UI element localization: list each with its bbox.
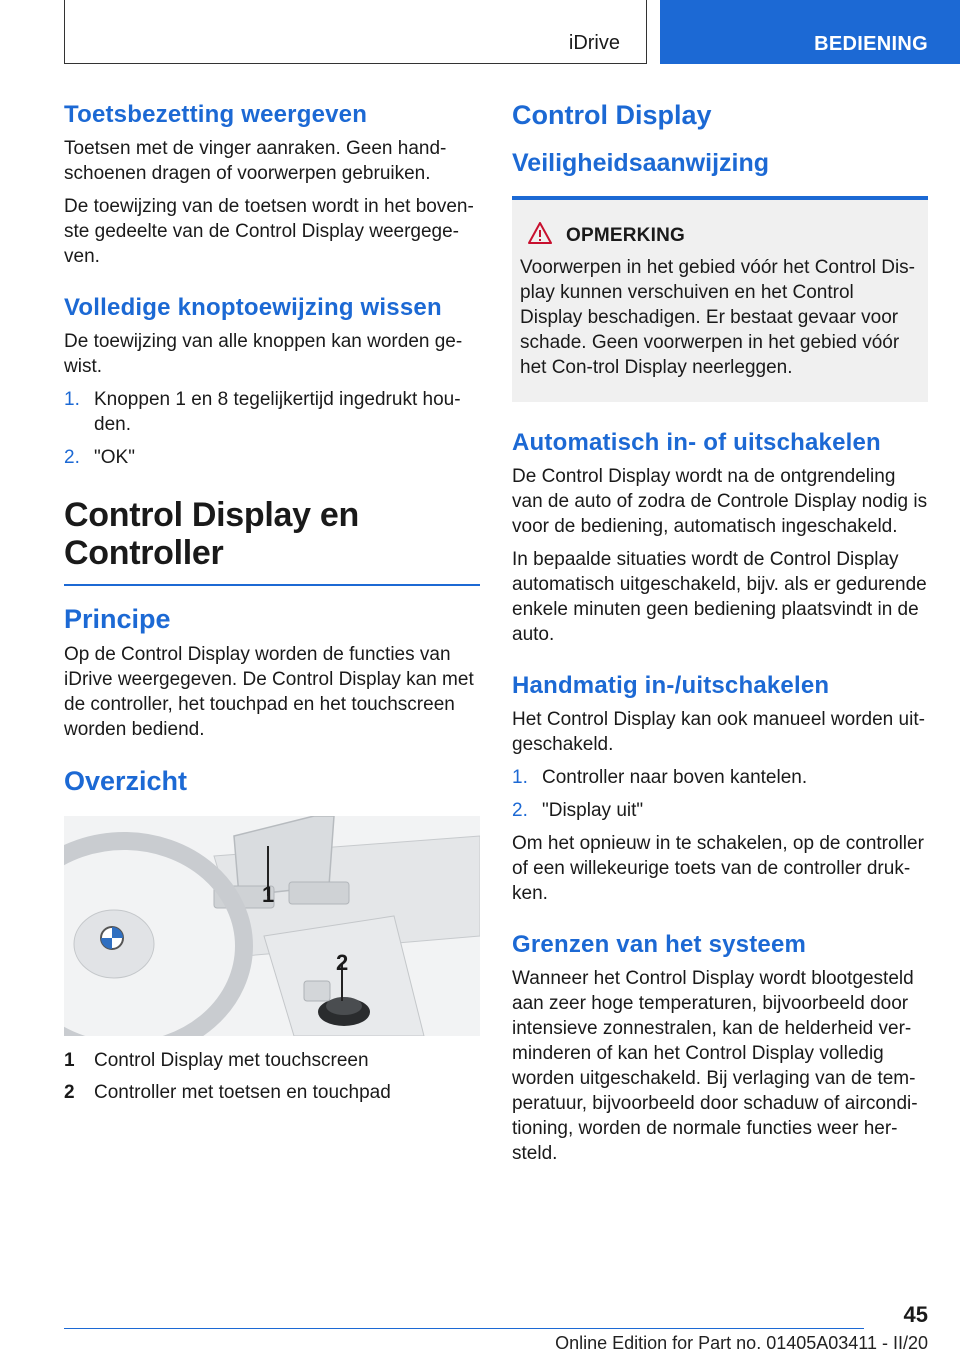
- step-text: "Display uit": [542, 800, 644, 821]
- warning-triangle-icon: [528, 222, 552, 249]
- step-text: Knoppen 1 en 8 tegelijkertijd ingedrukt hou-den.: [94, 389, 461, 435]
- page-number: 45: [903, 1302, 928, 1327]
- cockpit-illustration: [64, 816, 480, 1036]
- paragraph-wissen: De toewijzing van alle knoppen kan worden ge-wist.: [64, 331, 463, 377]
- list-item: [64, 1048, 480, 1073]
- paragraph-principe: Op de Control Display worden de functies van iDrive weergegeven. De Control Display kan met de controller, het touchpad en het touchscreen worden bediend.: [64, 644, 474, 740]
- step-number: 2.: [64, 447, 80, 468]
- left-column: [64, 98, 480, 1112]
- legend-number: 1: [64, 1050, 75, 1071]
- paragraph-handmatig: Het Control Display kan ook manueel worden uit-geschakeld.: [512, 709, 925, 755]
- warning-text: Voorwerpen in het gebied vóór het Control Dis-play kunnen verschuiven en het Control Display beschadigen. Er bestaat gevaar voor schade. Geen voorwerpen in het gebied vóór het Con-trol Display neerleggen.: [520, 257, 916, 378]
- heading-grenzen: Grenzen van het systeem: [512, 931, 807, 958]
- step-number: 2.: [512, 800, 528, 821]
- warning-title: OPMERKING: [566, 224, 685, 246]
- paragraph-auto-1: De Control Display wordt na de ontgrendeling van de auto of zodra de Controle Display nodig is voor de bediening, automatisch ingeschakeld.: [512, 466, 928, 537]
- step-number: 1.: [64, 389, 80, 410]
- figure-label-2: 2: [336, 950, 349, 975]
- header-chapter-title: BEDIENING: [814, 33, 928, 55]
- figure-legend: [64, 1048, 480, 1105]
- heading-toetsbezetting: Toetsbezetting weergeven: [64, 101, 368, 128]
- steps-handmatig: [512, 765, 928, 823]
- step-text: Controller naar boven kantelen.: [542, 767, 808, 788]
- paragraph-grenzen: Wanneer het Control Display wordt blootgesteld aan zeer hoge temperaturen, bijvoorbeeld door intensieve zonnestralen, kan de helderheid ver-minderen of kan het Control Display volledig worden uitgeschakeld. Bij verlaging van de tem-peratuur, bijvoorbeeld door schaduw of aircondi-tioning, worden de normale functies weer her-steld.: [512, 968, 918, 1164]
- footer-edition: Online Edition for Part no. 01405A03411 - II/20: [555, 1333, 928, 1353]
- heading-principe: Principe: [64, 604, 171, 634]
- header-section-title: iDrive: [568, 32, 620, 54]
- list-item: [64, 445, 480, 470]
- header-chapter-tab: [660, 0, 960, 64]
- footer-divider: [64, 1328, 864, 1329]
- steps-wissen: [64, 387, 480, 470]
- heading-automatisch: Automatisch in- of uitschakelen: [512, 429, 881, 456]
- chapter-title: Control Display en Controller: [64, 496, 359, 572]
- list-item: [512, 798, 928, 823]
- heading-control-display: Control Display: [512, 100, 712, 130]
- figure-label-1: 1: [262, 882, 275, 907]
- paragraph-toets-2: De toewijzing van de toetsen wordt in het boven-ste gedeelte van de Control Display weergege-ven.: [64, 196, 474, 267]
- cockpit-drawing: [64, 816, 480, 1036]
- header-section-box: [64, 0, 647, 64]
- step-text: "OK": [94, 447, 135, 468]
- list-item: [64, 1080, 480, 1105]
- heading-overzicht: Overzicht: [64, 766, 188, 796]
- paragraph-handmatig-2: Om het opnieuw in te schakelen, op de controller of een willekeurige toets van de controller druk-ken.: [512, 833, 924, 904]
- chapter-divider: [64, 584, 480, 586]
- heading-handmatig: Handmatig in-/uitschakelen: [512, 672, 830, 699]
- right-column: [512, 98, 928, 1174]
- list-item: [512, 765, 928, 790]
- paragraph-toets-1: Toetsen met de vinger aanraken. Geen hand-schoenen dragen of voorwerpen gebruiken.: [64, 138, 447, 184]
- legend-number: 2: [64, 1082, 75, 1103]
- legend-text: Controller met toetsen en touchpad: [94, 1082, 391, 1103]
- step-number: 1.: [512, 767, 528, 788]
- warning-box: [512, 196, 928, 402]
- heading-knoptoewijzing-wissen: Volledige knoptoewijzing wissen: [64, 294, 442, 321]
- heading-veiligheidsaanwijzing: Veiligheidsaanwijzing: [512, 149, 770, 177]
- list-item: [64, 387, 480, 437]
- legend-text: Control Display met touchscreen: [94, 1050, 369, 1071]
- paragraph-auto-2: In bepaalde situaties wordt de Control Display automatisch uitgeschakeld, bijv. als er gedurende enkele minuten geen bediening plaatsvindt in de auto.: [512, 549, 927, 645]
